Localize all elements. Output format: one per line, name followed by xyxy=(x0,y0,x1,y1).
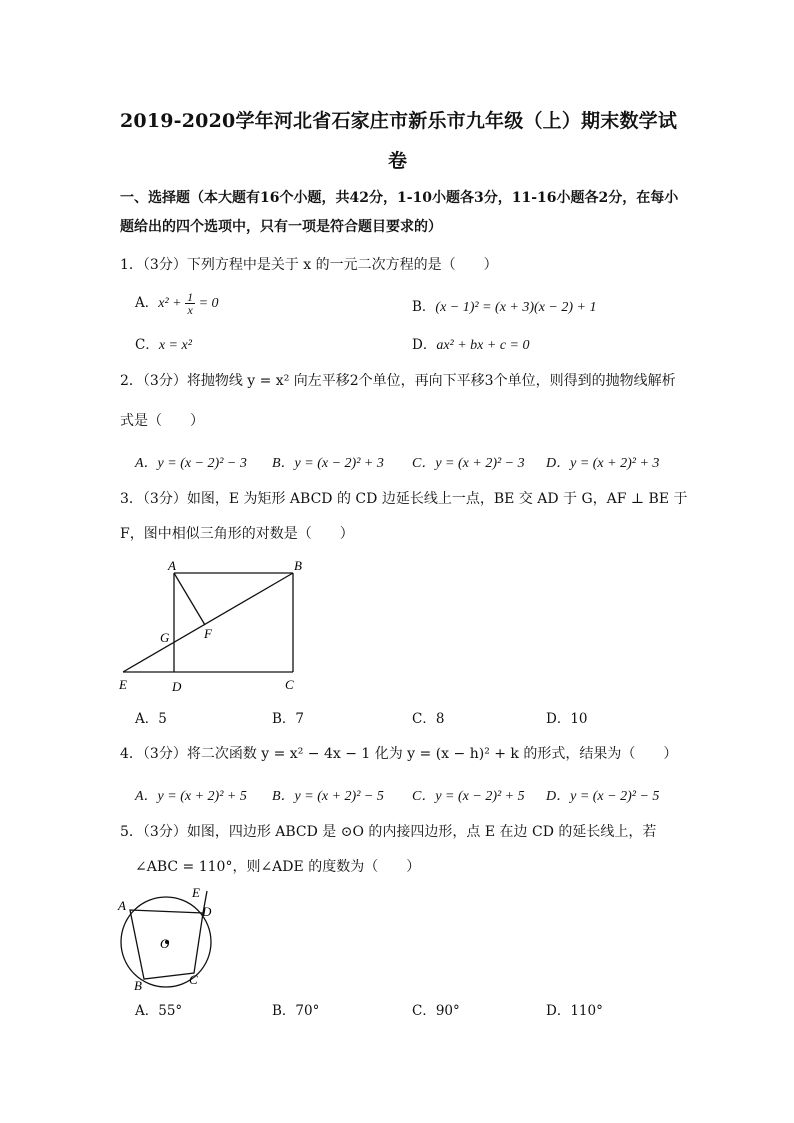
option-c-label: C． xyxy=(135,337,159,353)
question-1-option-c xyxy=(135,333,192,354)
question-5-option-d: D．110° xyxy=(546,1003,603,1019)
question-3-stem-line2: F，图中相似三角形的对数是（ ） xyxy=(120,526,354,542)
point-label-f: F xyxy=(204,626,212,641)
point-label-a: A xyxy=(118,898,126,913)
question-1-option-b xyxy=(412,295,596,316)
question-1-stem: 1．（3分）下列方程中是关于 x 的一元二次方程的是（ ） xyxy=(120,257,498,273)
segment-af xyxy=(174,573,205,625)
point-label-b: B xyxy=(294,558,302,573)
option-b-expr: (x − 1)² = (x + 3)(x − 2) + 1 xyxy=(435,300,597,315)
point-label-d: D xyxy=(202,904,212,919)
question-5-option-c: C．90° xyxy=(412,1003,460,1019)
option-a-expr-post: = 0 xyxy=(195,296,219,311)
page-title-line1: 2019-2020学年河北省石家庄市新乐市九年级（上）期末数学试 xyxy=(120,110,678,132)
question-5-option-b: B．70° xyxy=(272,1003,320,1019)
question-2-option-d: D．y = (x + 2)² + 3 xyxy=(546,456,660,471)
question-3-option-a: A．5 xyxy=(135,711,167,727)
option-c-expr: x = x² xyxy=(158,338,192,353)
question-4-option-c: C．y = (x − 2)² + 5 xyxy=(412,789,525,804)
question-4-stem: 4．（3分）将二次函数 y = x² − 4x − 1 化为 y = (x − h)² + k 的形式，结果为（ ） xyxy=(120,746,678,762)
question-3-option-c: C．8 xyxy=(412,711,445,727)
rectangle-figure xyxy=(110,556,310,696)
section-heading-line2: 题给出的四个选项中，只有一项是符合题目要求的） xyxy=(120,219,442,235)
circle-figure xyxy=(112,884,222,994)
question-3-option-b: B．7 xyxy=(272,711,305,727)
point-label-g: G xyxy=(160,630,170,645)
option-d-expr: ax² + bx + c = 0 xyxy=(436,338,530,353)
question-1-option-d xyxy=(412,333,530,354)
option-a-fraction xyxy=(185,291,195,316)
option-a-label: A． xyxy=(135,295,159,311)
segment-eb xyxy=(123,573,293,672)
question-2-stem-line1: 2．（3分）将抛物线 y = x² 向左平移2个单位，再向下平移3个单位，则得到的抛物线解析 xyxy=(120,373,676,389)
point-label-a: A xyxy=(168,558,176,573)
question-5-stem-line2: ∠ABC = 110°，则∠ADE 的度数为（ ） xyxy=(135,859,421,875)
point-label-d: D xyxy=(172,679,182,694)
question-2-stem-line2: 式是（ ） xyxy=(120,413,204,429)
question-2-option-c: C．y = (x + 2)² − 3 xyxy=(412,456,525,471)
question-2-option-b: B．y = (x − 2)² + 3 xyxy=(272,456,384,471)
question-1-option-a xyxy=(135,291,219,316)
point-label-e: E xyxy=(119,677,127,692)
question-3-stem-line1: 3．（3分）如图，E 为矩形 ABCD 的 CD 边延长线上一点，BE 交 AD 于 G，AF ⊥ BE 于 xyxy=(120,491,688,507)
page-title-line2: 卷 xyxy=(388,150,408,172)
point-label-o: O xyxy=(160,936,170,951)
fraction-denominator: x xyxy=(187,303,193,317)
option-b-label: B． xyxy=(412,299,436,315)
option-d-label: D． xyxy=(412,337,437,353)
option-a-expr-pre: x² + xyxy=(158,296,186,311)
point-label-e: E xyxy=(192,885,200,900)
question-5-stem-line1: 5．（3分）如图，四边形 ABCD 是 ⊙O 的内接四边形，点 E 在边 CD 的延长线上，若 xyxy=(120,824,657,840)
point-label-c: C xyxy=(189,972,198,987)
point-label-c: C xyxy=(285,677,294,692)
question-3-option-d: D．10 xyxy=(546,711,588,727)
point-label-b: B xyxy=(134,978,142,993)
section-heading-line1: 一、选择题（本大题有16个小题，共42分，1-10小题各3分，11-16小题各2分，在每小 xyxy=(120,190,679,206)
question-2-option-a: A．y = (x − 2)² − 3 xyxy=(135,456,247,471)
fraction-numerator: 1 xyxy=(187,290,194,304)
question-4-option-b: B．y = (x + 2)² − 5 xyxy=(272,789,384,804)
question-4-option-a: A．y = (x + 2)² + 5 xyxy=(135,789,247,804)
question-4-option-d: D．y = (x − 2)² − 5 xyxy=(546,789,660,804)
question-5-option-a: A．55° xyxy=(135,1003,183,1019)
